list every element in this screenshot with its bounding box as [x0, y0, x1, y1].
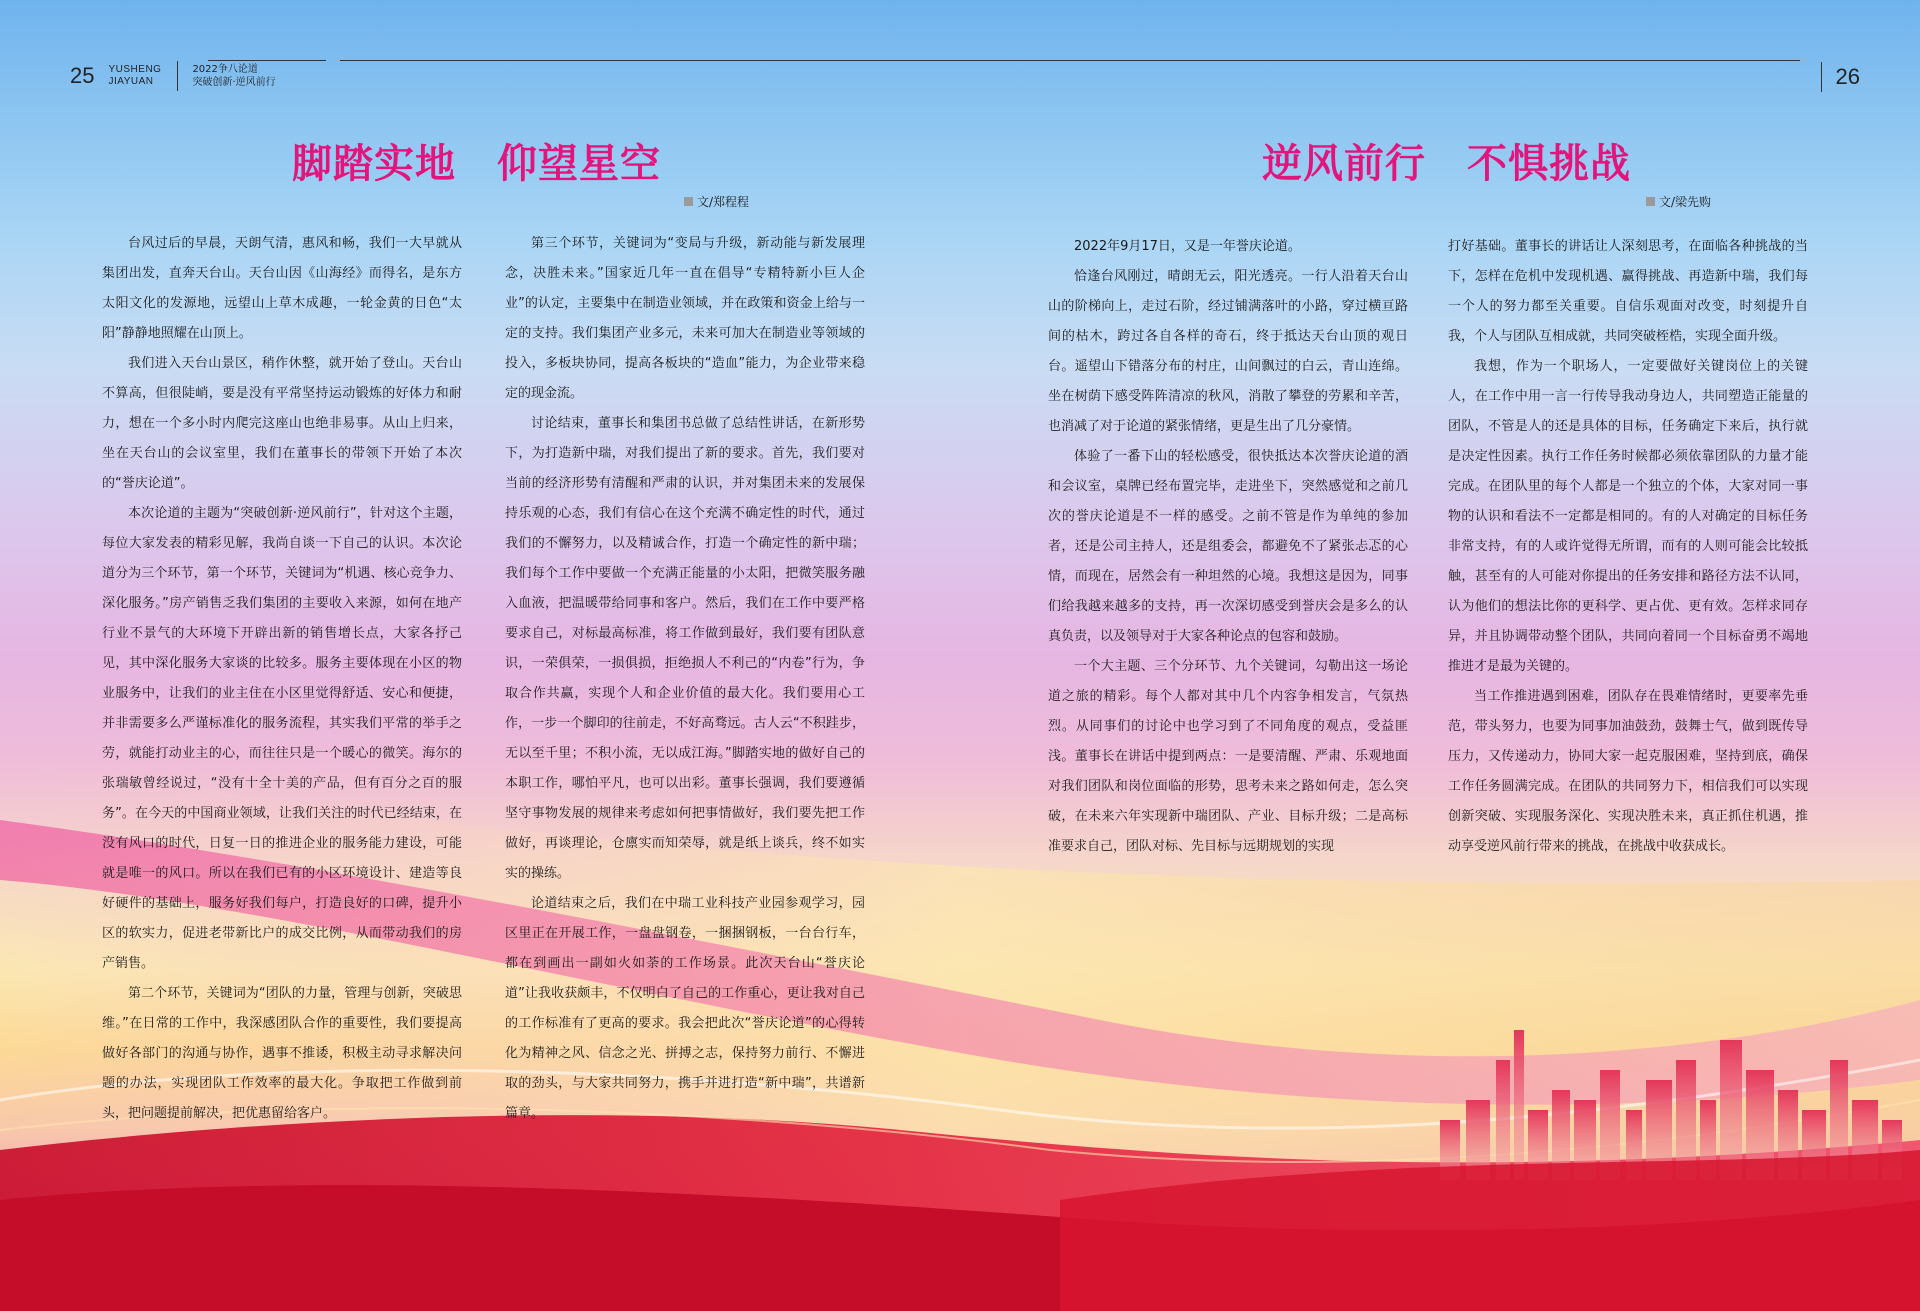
- paragraph: 当工作推进遇到困难，团队存在畏难情绪时，更要率先垂范，带头努力，也要为同事加油鼓劲，鼓舞士气，做到既传导压力，又传递动力，协同大家一起克服困难，坚持到底，确保工作任务圆满完成。在团队的共同努力下，相信我们可以实现创新突破、实现服务深化、实现决胜未来，真正抓住机遇，推动享受逆风前行带来的挑战，在挑战中收获成长。: [1448, 689, 1808, 854]
- paragraph: 体验了一番下山的轻松感受，很快抵达本次誉庆论道的酒和会议室，桌牌已经布置完毕，走进坐下，突然感觉和之前几次的誉庆论道是不一样的感受。之前不管是作为单纯的参加者，还是公司主持人，还是组委会，都避免不了紧张忐忑的心情，而现在，居然会有一种坦然的心境。我想这是因为，同事们给我越来越多的支持，再一次深切感受到誉庆会是多么的认真负责，以及领导对于大家各种论点的包容和鼓励。: [1048, 449, 1408, 644]
- paragraph: 台风过后的早晨，天朗气清，惠风和畅，我们一大早就从集团出发，直奔天台山。天台山因《山海经》而得名，是东方太阳文化的发源地，远望山上草木成趣，一轮金黄的日色“太阳”静静地照耀在山顶上。: [102, 236, 462, 341]
- column-name-line2: 突破创新·逆风前行: [192, 77, 276, 88]
- page-number-left: 25: [70, 63, 95, 88]
- header-divider-right: [1821, 62, 1822, 92]
- paragraph: 打好基础。董事长的讲话让人深刻思考，在面临各种挑战的当下，怎样在危机中发现机遇、赢得挑战、再造新中瑞，我们每一个人的努力都至关重要。自信乐观面对改变，时刻提升自我，个人与团队互相成就，共同突破桎梏，实现全面升级。: [1448, 239, 1808, 344]
- paragraph: 第二个环节，关键词为“团队的力量，管理与创新，突破思维。”在日常的工作中，我深感团队合作的重要性，我们要提高做好各部门的沟通与协作，遇事不推诿，积极主动寻求解决问题的办法，实现团队工作效率的最大化。争取把工作做到前头，把问题提前解决，把优惠留给客户。: [102, 986, 462, 1121]
- paragraph: 论道结束之后，我们在中瑞工业科技产业园参观学习，园区里正在开展工作，一盘盘钢卷，一捆捆钢板，一台台行车，都在到画出一副如火如荼的工作场景。此次天台山“誉庆论道”让我收获颇丰，不仅明白了自己的工作重心，更让我对自己的工作标准有了更高的要求。我会把此次“誉庆论道”的心得转化为精神之风、信念之光、拼搏之志，保持努力前行、不懈进取的劲头，与大家共同努力，携手并进打造“新中瑞”，共谱新篇章。: [505, 896, 865, 1121]
- header-divider: [177, 61, 178, 91]
- header-right: [1821, 62, 1860, 92]
- author-square-icon: [684, 197, 693, 206]
- left-article-column-2: [505, 229, 865, 1129]
- left-article-column-1: [102, 229, 462, 1129]
- magazine-name: [108, 64, 161, 88]
- paragraph: 我们进入天台山景区，稍作休整，就开始了登山。天台山不算高，但很陡峭，要是没有平常坚持运动锻炼的好体力和耐力，想在一个多小时内爬完这座山也绝非易事。从山上归来，坐在天台山的会议室里，我们在董事长的带领下开始了本次的“誉庆论道”。: [102, 356, 462, 491]
- left-article-author: [684, 193, 749, 210]
- header-rule-main: [340, 60, 1800, 61]
- right-article-title: 逆风前行 不惧挑战: [1262, 141, 1631, 187]
- page-number-right: 26: [1835, 64, 1860, 89]
- paragraph: 第三个环节，关键词为“变局与升级，新动能与新发展理念，决胜未来。”国家近几年一直在倡导“专精特新小巨人企业”的认定，主要集中在制造业领域，并在政策和资金上给与一定的支持。我们集团产业多元，未来可加大在制造业等领域的投入，多板块协同，提高各板块的“造血”能力，为企业带来稳定的现金流。: [505, 236, 865, 401]
- paragraph: 一个大主题、三个分环节、九个关键词，勾勒出这一场论道之旅的精彩。每个人都对其中几个内容争相发言，气氛热烈。从同事们的讨论中也学习到了不同角度的观点，受益匪浅。董事长在讲话中提到两点：一是要清醒、严肃、乐观地面对我们团队和岗位面临的形势，思考未来之路如何走，怎么突破，在未来六年实现新中瑞团队、产业、目标升级；二是高标准要求自己，团队对标、先目标与远期规划的实现: [1048, 659, 1408, 854]
- column-name-line1: 2022争八论道: [192, 64, 258, 75]
- paragraph: 2022年9月17日，又是一年誉庆论道。: [1074, 239, 1301, 254]
- header-left: [70, 58, 276, 94]
- column-name: [192, 63, 275, 89]
- paragraph: 我想，作为一个职场人，一定要做好关键岗位上的关键人，在工作中用一言一行传导我动身边人，共同塑造正能量的团队，不管是人的还是具体的目标，任务确定下来后，执行就是决定性因素。执行工作任务时候都必须依靠团队的力量才能完成。在团队里的每个人都是一个独立的个体，大家对同一事物的认识和看法不一定都是相同的。有的人对确定的目标任务非常支持，有的人或许觉得无所谓，而有的人则可能会比较抵触，甚至有的人可能对你提出的任务安排和路径方法不认同，认为他们的想法比你的更科学、更占优、更有效。怎样求同存异，并且协调带动整个团队，共同向着同一个目标奋勇不竭地推进才是最为关键的。: [1448, 359, 1808, 674]
- left-author-text: 文/郑程程: [697, 195, 750, 209]
- magazine-name-line2: JIAYUAN: [108, 76, 154, 87]
- paragraph: 恰逢台风刚过，晴朗无云，阳光透亮。一行人沿着天台山山的阶梯向上，走过石阶，经过铺满落叶的小路，穿过横亘路间的枯木，跨过各自各样的奇石，终于抵达天台山顶的观日台。遥望山下错落分布的村庄，山间飘过的白云，青山连绵。坐在树荫下感受阵阵清凉的秋风，消散了攀登的劳累和辛苦，也消减了对于论道的紧张情绪，更是生出了几分豪情。: [1048, 269, 1408, 434]
- magazine-name-line1: YUSHENG: [108, 64, 162, 75]
- right-article-author: [1646, 193, 1711, 210]
- paragraph: 讨论结束，董事长和集团书总做了总结性讲话，在新形势下，为打造新中瑞，对我们提出了新的要求。首先，我们要对当前的经济形势有清醒和严肃的认识，并对集团未来的发展保持乐观的心态，我们有信心在这个充满不确定性的时代，通过我们的不懈努力，以及精诚合作，打造一个确定性的新中瑞；我们每个工作中要做一个充满正能量的小太阳，把微笑服务融入血液，把温暖带给同事和客户。然后，我们在工作中要严格要求自己，对标最高标准，将工作做到最好，我们要有团队意识，一荣俱荣，一损俱损，拒绝损人不利己的“内卷”行为，争取合作共赢，实现个人和企业价值的最大化。我们要用心工作，一步一个脚印的往前走，不好高骛远。古人云“不积跬步，无以至千里；不积小流，无以成江海。”脚踏实地的做好自己的本职工作，哪怕平凡，也可以出彩。董事长强调，我们要遵循坚守事物发展的规律来考虑如何把事情做好，我们要先把工作做好，再谈理论，仓廪实而知荣辱，就是纸上谈兵，终不如实实的操练。: [505, 416, 865, 881]
- paragraph: 本次论道的主题为“突破创新·逆风前行”，针对这个主题，每位大家发表的精彩见解，我尚自谈一下自己的认识。本次论道分为三个环节，第一个环节，关键词为“机遇、核心竞争力、深化服务。”房产销售乏我们集团的主要收入来源，如何在地产行业不景气的大环境下开辟出新的销售增长点，大家各抒己见，其中深化服务大家谈的比较多。服务主要体现在小区的物业服务中，让我们的业主住在小区里觉得舒适、安心和便捷，并非需要多么严谨标准化的服务流程，其实我们平常的举手之劳，就能打动业主的心，而往往只是一个暖心的微笑。海尔的张瑞敏曾经说过，“没有十全十美的产品，但有百分之百的服务”。在今天的中国商业领域，让我们关注的时代已经结束，在没有风口的时代，日复一日的推进企业的服务能力建设，可能就是唯一的风口。所以在我们已有的小区环境设计、建造等良好硬件的基础上，服务好我们每户，打造良好的口碑，提升小区的软实力，促进老带新比户的成交比例，从而带动我们的房产销售。: [102, 506, 462, 971]
- author-square-icon: [1646, 197, 1655, 206]
- right-author-text: 文/梁先购: [1659, 195, 1712, 209]
- right-article-column-2: [1448, 232, 1808, 862]
- right-article-column-1: [1048, 232, 1408, 862]
- left-article-title: 脚踏实地 仰望星空: [292, 141, 661, 187]
